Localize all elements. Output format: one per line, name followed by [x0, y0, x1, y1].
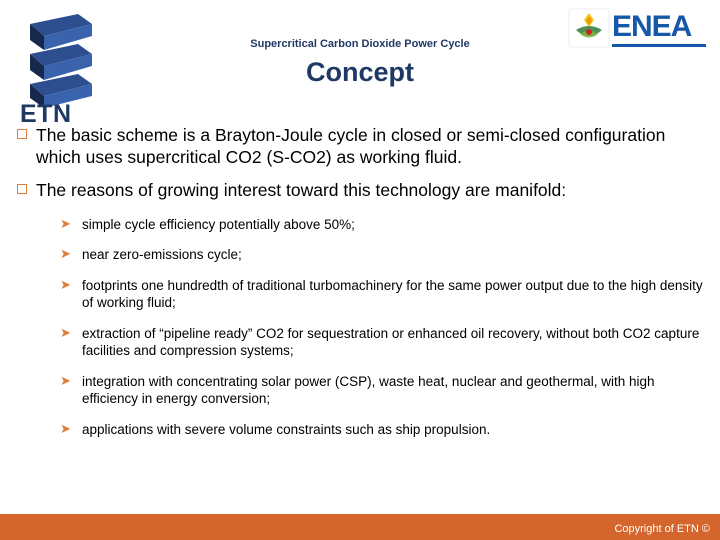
- arrow-bullet-icon: ➤: [60, 215, 71, 231]
- square-bullet-icon: [17, 184, 27, 194]
- list-item-text: The reasons of growing interest toward this technology are manifold:: [36, 179, 567, 200]
- list-item: [16, 125, 710, 169]
- arrow-bullet-icon: ➤: [60, 246, 71, 262]
- list-item-text: The basic scheme is a Brayton-Joule cycle in closed or semi-closed configuration which uses supercritical CO2 (S-CO2) as working fluid.: [36, 125, 666, 167]
- page-title: Concept: [306, 57, 414, 87]
- arrow-bullet-icon: ➤: [60, 276, 71, 292]
- sub-list: [16, 216, 710, 439]
- list-item-text: footprints one hundredth of traditional turbomachinery for the same power output due to the high density of working fluid;: [82, 277, 703, 311]
- list-item-text: near zero-emissions cycle;: [82, 247, 242, 263]
- list-item: [60, 373, 710, 408]
- slide-body: [16, 125, 710, 452]
- arrow-bullet-icon: ➤: [60, 421, 71, 436]
- copyright-text: Copyright of ETN ©: [614, 523, 710, 535]
- list-item: [60, 246, 710, 264]
- enea-wordmark: ENEA: [612, 10, 692, 43]
- list-item-text: simple cycle efficiency potentially above 50%;: [82, 216, 355, 232]
- list-item: [60, 325, 710, 360]
- list-item: [16, 180, 710, 202]
- footer-bar: [0, 514, 720, 540]
- list-item-text: integration with concentrating solar power (CSP), waste heat, nuclear and geothermal, with high efficiency in energy conversion;: [82, 373, 655, 407]
- list-item: [60, 421, 710, 439]
- square-bullet-icon: [17, 129, 27, 139]
- slide-eyebrow: Supercritical Carbon Dioxide Power Cycle: [250, 38, 470, 50]
- arrow-bullet-icon: ➤: [60, 324, 71, 340]
- list-item-text: extraction of “pipeline ready” CO2 for sequestration or enhanced oil recovery, without both CO2 capture facilities and compression systems;: [82, 325, 700, 359]
- etn-wordmark: ETN: [20, 100, 72, 128]
- list-item-text: applications with severe volume constraints such as ship propulsion.: [82, 422, 491, 437]
- list-item: [60, 216, 710, 234]
- list-item: [60, 277, 710, 312]
- arrow-bullet-icon: ➤: [60, 372, 71, 388]
